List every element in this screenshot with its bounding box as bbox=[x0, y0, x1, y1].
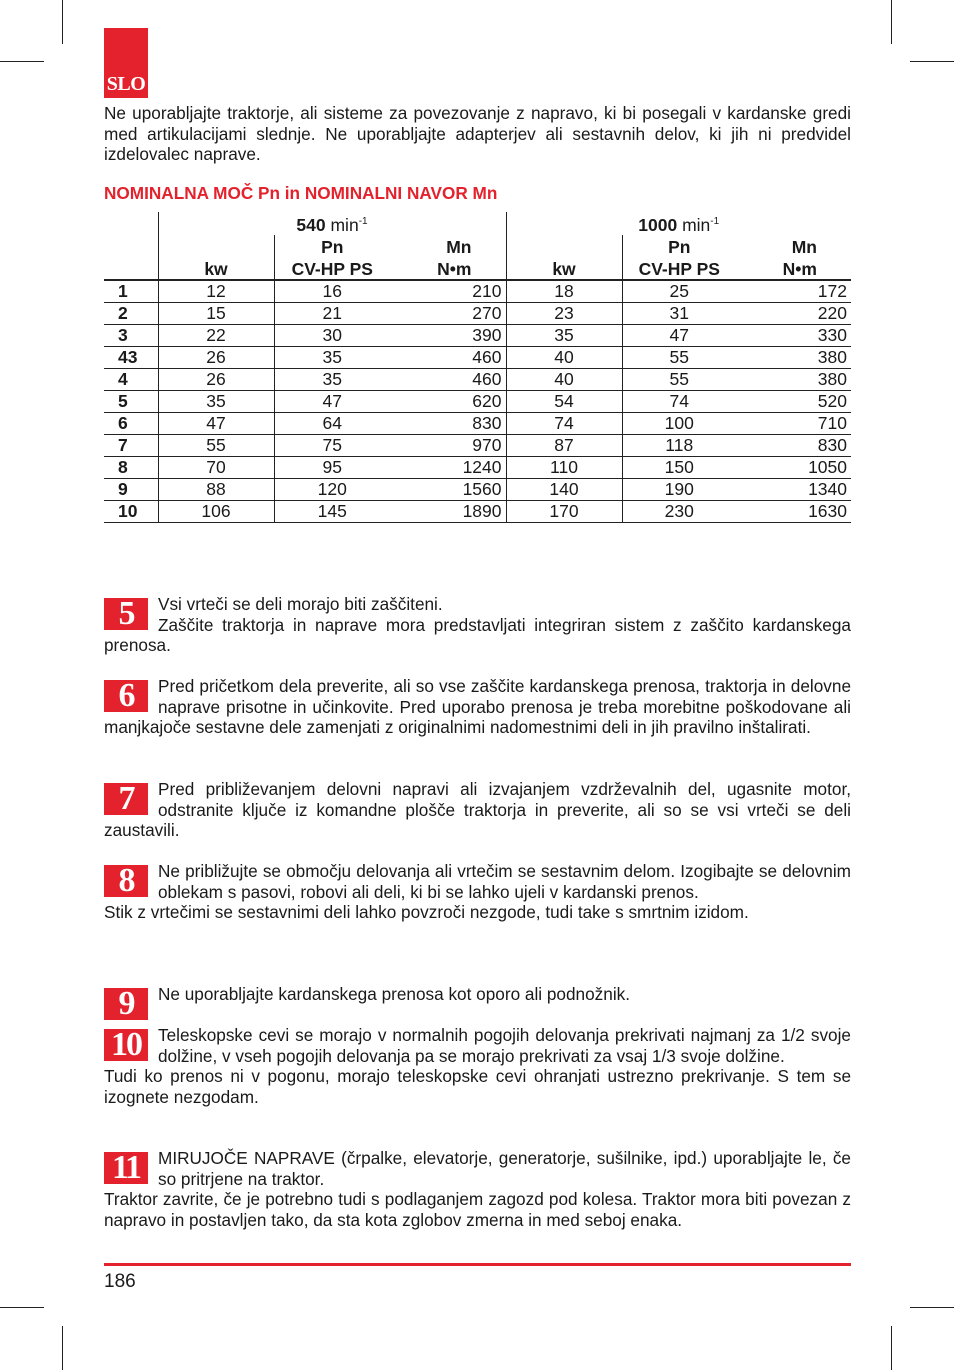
header-row-units bbox=[104, 257, 851, 280]
speed-group-1000 bbox=[506, 212, 851, 235]
cell-kw-1000: 40 bbox=[506, 368, 622, 390]
cell-kw-1000: 18 bbox=[506, 280, 622, 303]
cell-cvhp-540: 145 bbox=[274, 500, 390, 522]
cell-cvhp-540: 47 bbox=[274, 390, 390, 412]
row-size: 6 bbox=[104, 412, 158, 434]
row-size: 2 bbox=[104, 302, 158, 324]
cell-nm-1000: 172 bbox=[736, 280, 851, 303]
crop-mark bbox=[910, 61, 954, 62]
cell-kw-1000: 23 bbox=[506, 302, 622, 324]
cell-kw-1000: 110 bbox=[506, 456, 622, 478]
header-mn: Mn bbox=[791, 236, 817, 257]
cell-nm-1000: 710 bbox=[736, 412, 851, 434]
cell-cvhp-540: 64 bbox=[274, 412, 390, 434]
header-kw: kw bbox=[506, 257, 622, 280]
item-text: Zaščite traktorja in naprave mora predstavljati integriran sistem z zaščito kardanskega prenosa. bbox=[104, 614, 851, 656]
item-text: Traktor zavrite, če je potrebno tudi s podlaganjem zagozd pod kolesa. Traktor mora biti povezan z napravo in postavljen tako, da sta kota zglobov zmerna in med seboj enaka. bbox=[104, 1189, 851, 1230]
header-nm: N•m bbox=[390, 257, 506, 280]
row-size: 10 bbox=[104, 500, 158, 522]
safety-item bbox=[104, 984, 851, 1024]
cell-nm-1000: 830 bbox=[736, 434, 851, 456]
header-cvhp: CV-HP PS bbox=[274, 257, 390, 280]
cell-cvhp-1000: 100 bbox=[622, 412, 736, 434]
row-size: 1 bbox=[104, 280, 158, 303]
cell-kw-540: 35 bbox=[158, 390, 274, 412]
table-row bbox=[104, 434, 851, 456]
cell-kw-1000: 74 bbox=[506, 412, 622, 434]
crop-mark bbox=[891, 0, 892, 44]
cell-cvhp-1000: 55 bbox=[622, 346, 736, 368]
safety-item bbox=[104, 676, 851, 738]
cell-cvhp-1000: 74 bbox=[622, 390, 736, 412]
item-text: Pred približevanjem delovni napravi ali izvajanjem vzdrževalnih del, ugasnite motor, odstranite ključe iz komandne plošče traktorja in preverite, ali so se vsi vrteči se deli zaustavili. bbox=[104, 779, 851, 841]
speed-exponent: -1 bbox=[710, 216, 720, 227]
item-number: 7 bbox=[118, 780, 134, 817]
cell-nm-540: 970 bbox=[390, 434, 506, 456]
cell-kw-540: 88 bbox=[158, 478, 274, 500]
cell-nm-1000: 1050 bbox=[736, 456, 851, 478]
speed-value: 1000 bbox=[638, 214, 678, 235]
row-size: 7 bbox=[104, 434, 158, 456]
crop-mark bbox=[62, 0, 63, 44]
cell-nm-1000: 520 bbox=[736, 390, 851, 412]
item-number: 6 bbox=[118, 677, 134, 714]
row-size: 9 bbox=[104, 478, 158, 500]
safety-item bbox=[104, 1025, 851, 1107]
cell-cvhp-1000: 118 bbox=[622, 434, 736, 456]
cell-kw-540: 15 bbox=[158, 302, 274, 324]
cell-cvhp-1000: 150 bbox=[622, 456, 736, 478]
cell-kw-540: 106 bbox=[158, 500, 274, 522]
row-size: 5 bbox=[104, 390, 158, 412]
crop-mark bbox=[0, 61, 44, 62]
item-text: Stik z vrtečimi se sestavnimi deli lahko povzroči nezgode, tudi take s smrtnim izidom. bbox=[104, 902, 749, 923]
cell-nm-540: 270 bbox=[390, 302, 506, 324]
item-text: Vsi vrteči se deli morajo biti zaščiteni. bbox=[158, 594, 443, 614]
crop-mark bbox=[62, 1326, 63, 1370]
crop-mark bbox=[0, 1307, 44, 1308]
header-empty bbox=[104, 257, 158, 280]
cell-nm-540: 460 bbox=[390, 368, 506, 390]
row-size: 3 bbox=[104, 324, 158, 346]
row-size: 8 bbox=[104, 456, 158, 478]
table-row bbox=[104, 368, 851, 390]
header-empty bbox=[104, 235, 158, 257]
item-number: 10 bbox=[111, 1026, 141, 1063]
footer-rule bbox=[104, 1263, 851, 1266]
cell-cvhp-540: 21 bbox=[274, 302, 390, 324]
speed-value: 540 bbox=[296, 214, 326, 235]
cell-cvhp-540: 35 bbox=[274, 346, 390, 368]
item-text: Pred pričetkom dela preverite, ali so vse zaščite kardanskega prenosa, traktorja in delovne naprave prisotne in učinkovite. Pred uporabo prenosa je treba morebitne poškodovane ali manjkajoče sestavne dele zamenjati z originalnimi nadomestnimi deli in jih pravilno inštalirati. bbox=[104, 676, 851, 738]
cell-kw-540: 12 bbox=[158, 280, 274, 303]
item-text: Teleskopske cevi se morajo v normalnih pogojih delovanja prekrivati najmanj za 1/2 svoje dolžine, v vseh pogojih delovanja pa se morajo prekrivati za vsaj 1/3 svoje dolžine. bbox=[158, 1025, 851, 1066]
crop-mark bbox=[910, 1307, 954, 1308]
table-row bbox=[104, 346, 851, 368]
item-number: 9 bbox=[118, 985, 134, 1022]
header-cvhp: CV-HP PS bbox=[622, 257, 736, 280]
cell-kw-540: 47 bbox=[158, 412, 274, 434]
cell-kw-1000: 54 bbox=[506, 390, 622, 412]
table-row bbox=[104, 390, 851, 412]
cell-cvhp-1000: 230 bbox=[622, 500, 736, 522]
cell-cvhp-1000: 47 bbox=[622, 324, 736, 346]
table-row bbox=[104, 478, 851, 500]
speed-group-540 bbox=[158, 212, 506, 235]
cell-cvhp-540: 95 bbox=[274, 456, 390, 478]
table-row bbox=[104, 412, 851, 434]
header-pn: Pn bbox=[622, 235, 736, 257]
header-row-speed bbox=[104, 212, 851, 235]
power-torque-table bbox=[104, 212, 851, 523]
item-text: Ne uporabljajte kardanskega prenosa kot oporo ali podnožnik. bbox=[158, 984, 631, 1004]
row-size: 43 bbox=[104, 346, 158, 368]
cell-nm-540: 1890 bbox=[390, 500, 506, 522]
item-text: MIRUJOČE NAPRAVE (črpalke, elevatorje, generatorje, sušilnike, ipd.) uporabljajte le, če so pritrjene na traktor. bbox=[158, 1148, 851, 1189]
cell-nm-540: 390 bbox=[390, 324, 506, 346]
cell-kw-540: 26 bbox=[158, 346, 274, 368]
item-number: 11 bbox=[111, 1149, 141, 1186]
cell-cvhp-540: 35 bbox=[274, 368, 390, 390]
cell-cvhp-1000: 55 bbox=[622, 368, 736, 390]
cell-nm-1000: 220 bbox=[736, 302, 851, 324]
item-text: Tudi ko prenos ni v pogonu, morajo teleskopske cevi ohranjati ustrezno prekrivanje. S tem se izognete nezgodam. bbox=[104, 1066, 851, 1107]
cell-nm-540: 1240 bbox=[390, 456, 506, 478]
header-row-quantity bbox=[104, 235, 851, 257]
intro-paragraph: Ne uporabljajte traktorje, ali sisteme za povezovanje z napravo, ki bi posegali v kardanske gredi med artikulacijami slednje. Ne uporabljajte adapterjev ali sestavnih delov, ki jih ni predvidel izdelovalec naprave. bbox=[104, 103, 851, 165]
speed-unit: min bbox=[682, 214, 711, 235]
section-title: NOMINALNA MOČ Pn in NOMINALNI NAVOR Mn bbox=[104, 183, 498, 203]
item-number: 8 bbox=[118, 862, 134, 899]
cell-nm-540: 830 bbox=[390, 412, 506, 434]
row-size: 4 bbox=[104, 368, 158, 390]
cell-nm-1000: 380 bbox=[736, 346, 851, 368]
header-empty bbox=[158, 235, 274, 257]
safety-item bbox=[104, 1148, 851, 1230]
cell-kw-1000: 40 bbox=[506, 346, 622, 368]
cell-nm-1000: 380 bbox=[736, 368, 851, 390]
header-empty bbox=[104, 212, 158, 235]
speed-exponent: -1 bbox=[358, 216, 368, 227]
cell-kw-1000: 140 bbox=[506, 478, 622, 500]
cell-nm-540: 210 bbox=[390, 280, 506, 303]
table-row bbox=[104, 302, 851, 324]
table-row bbox=[104, 324, 851, 346]
page-number: 186 bbox=[104, 1271, 136, 1292]
cell-cvhp-540: 75 bbox=[274, 434, 390, 456]
speed-unit: min bbox=[330, 214, 359, 235]
safety-item bbox=[104, 779, 851, 841]
item-text: Ne približujte se območju delovanja ali vrtečim se sestavnim delom. Izogibajte se delovnim oblekam s pasovi, robovi ali deli, ki bi se lahko ujeli v kardanski prenos. bbox=[158, 861, 851, 902]
header-pn: Pn bbox=[274, 235, 390, 257]
table-row bbox=[104, 280, 851, 303]
cell-kw-540: 70 bbox=[158, 456, 274, 478]
table-row bbox=[104, 456, 851, 478]
cell-nm-1000: 1630 bbox=[736, 500, 851, 522]
cell-cvhp-540: 120 bbox=[274, 478, 390, 500]
cell-nm-540: 460 bbox=[390, 346, 506, 368]
cell-kw-540: 22 bbox=[158, 324, 274, 346]
language-code: SLO bbox=[106, 73, 146, 95]
cell-nm-540: 620 bbox=[390, 390, 506, 412]
table-row bbox=[104, 500, 851, 522]
cell-kw-1000: 170 bbox=[506, 500, 622, 522]
cell-cvhp-540: 30 bbox=[274, 324, 390, 346]
safety-item bbox=[104, 861, 851, 923]
crop-mark bbox=[891, 1326, 892, 1370]
language-tab bbox=[104, 28, 148, 98]
item-number: 5 bbox=[118, 595, 134, 632]
header-empty bbox=[506, 235, 622, 257]
cell-nm-540: 1560 bbox=[390, 478, 506, 500]
header-mn: Mn bbox=[446, 236, 472, 257]
header-nm: N•m bbox=[736, 257, 851, 280]
cell-nm-1000: 330 bbox=[736, 324, 851, 346]
cell-cvhp-1000: 25 bbox=[622, 280, 736, 303]
cell-kw-1000: 35 bbox=[506, 324, 622, 346]
cell-kw-540: 26 bbox=[158, 368, 274, 390]
safety-item bbox=[104, 594, 851, 656]
cell-cvhp-540: 16 bbox=[274, 280, 390, 303]
cell-cvhp-1000: 190 bbox=[622, 478, 736, 500]
header-kw: kw bbox=[158, 257, 274, 280]
cell-kw-1000: 87 bbox=[506, 434, 622, 456]
cell-nm-1000: 1340 bbox=[736, 478, 851, 500]
cell-kw-540: 55 bbox=[158, 434, 274, 456]
cell-cvhp-1000: 31 bbox=[622, 302, 736, 324]
